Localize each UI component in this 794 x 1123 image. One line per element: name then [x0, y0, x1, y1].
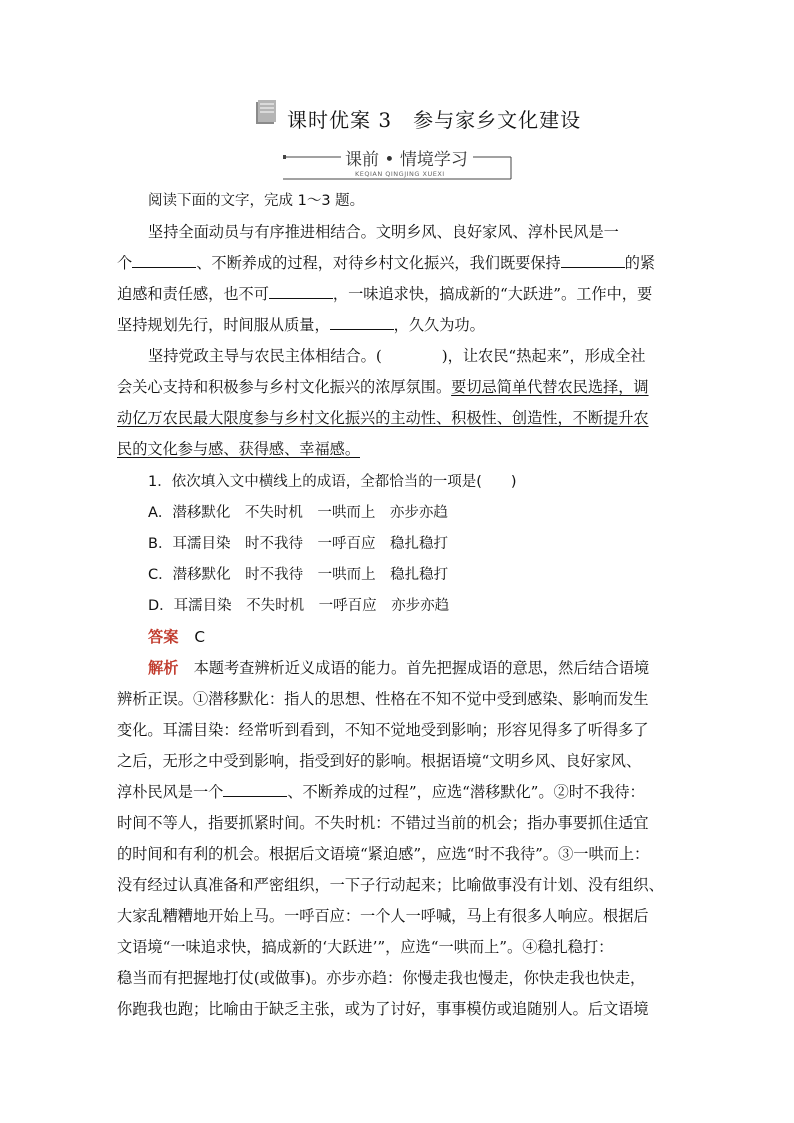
banner-subtitle: KEQIAN QINGJING XUEXI — [355, 170, 445, 178]
analysis-line: 的时间和有利的机会。根据后文语境“紧迫感”，应选“时不我待”。③一哄而上： — [117, 845, 650, 863]
analysis-line: 你跑我也跑；比喻由于缺乏主张，或为了讨好，事事模仿或追随别人。后文语境 — [117, 1000, 649, 1018]
answer-value: C — [194, 628, 205, 646]
text-segment: )，让农民“热起来”，形成全社 — [441, 347, 646, 365]
passage-line: 坚持全面动员与有序推进相结合。文明乡风、良好家风、淳朴民风是一 — [148, 223, 619, 241]
fill-blank — [132, 253, 196, 268]
text-segment: ，久久为功。 — [393, 316, 485, 334]
analysis-line: 之后，无形之中受到影响，指受到好的影响。根据语境“文明乡风、良好家风、 — [117, 752, 642, 770]
text-segment: 迫感和责任感，也不可 — [117, 285, 269, 303]
analysis-line: 辨析正误。①潜移默化：指人的思想、性格在不知不觉中受到感染、影响而发生 — [117, 690, 649, 708]
passage-line — [117, 284, 677, 306]
text-segment: 坚持规划先行，时间服从质量， — [117, 316, 330, 334]
title-row — [0, 98, 794, 138]
text-segment: 、不断养成的过程，对待乡村文化振兴，我们既要保持 — [196, 254, 561, 272]
fill-blank — [269, 284, 333, 299]
underlined-sentence: 民的文化参与感、获得感、幸福感。 — [117, 440, 360, 458]
answer-row — [148, 627, 708, 649]
analysis-line: 时间不等人，指要抓紧时间。不失时机：不错过当前的机会；指办事要抓住适宜 — [117, 814, 649, 832]
passage-line — [117, 377, 677, 399]
analysis-line — [117, 782, 677, 804]
underlined-sentence: 动亿万农民最大限度参与乡村文化振兴的主动性、积极性、创造性，不断提升农 — [117, 409, 649, 427]
text-segment: 坚持党政主导与农民主体相结合。( — [148, 347, 382, 365]
text-segment: 个 — [117, 254, 133, 272]
text-segment: 的紧 — [624, 254, 656, 272]
text-segment: ，一味追求快，搞成新的“大跃进”。工作中，要 — [332, 285, 653, 303]
text-segment: 、不断养成的过程”，应选“潜移默化”。②时不我待： — [287, 783, 645, 801]
text-segment: 淳朴民风是一个 — [117, 783, 224, 801]
banner-title: 课前 • 情境学习 — [345, 150, 468, 170]
option-d: D．耳濡目染 不失时机 一呼百应 亦步亦趋 — [148, 598, 450, 614]
page-title: 课时优案 3 参与家乡文化建设 — [287, 108, 582, 132]
answer-label: 答案 — [148, 628, 179, 646]
analysis-label: 解析 — [148, 659, 179, 677]
section-banner — [283, 145, 513, 181]
option-b: B．耳濡目染 时不我待 一呼百应 稳扎稳打 — [148, 536, 448, 552]
fill-blank — [330, 315, 394, 330]
text-segment: 会关心支持和积极参与乡村文化振兴的浓厚氛围。 — [117, 378, 452, 396]
analysis-line — [148, 658, 708, 680]
analysis-line: 稳当而有把握地打仗(或做事)。亦步亦趋：你慢走我也慢走，你快走我也快走， — [117, 969, 646, 987]
analysis-line: 没有经过认真准备和严密组织，一下子行动起来；比喻做事没有计划、没有组织、 — [117, 876, 664, 894]
book-icon — [254, 98, 278, 126]
question-stem: 1．依次填入文中横线上的成语，全都恰当的一项是( ) — [148, 474, 517, 490]
fill-blank — [223, 782, 287, 797]
analysis-line: 大家乱糟糟地开始上马。一呼百应：一个人一呼喊，马上有很多人响应。根据后 — [117, 907, 649, 925]
fill-blank — [561, 253, 625, 268]
underlined-sentence: 要切忌简单代替农民选择，调 — [451, 378, 649, 396]
passage-line — [117, 253, 677, 275]
passage-intro: 阅读下面的文字，完成 1～3 题。 — [148, 193, 365, 209]
passage-line — [148, 346, 708, 368]
text-segment: 本题考查辨析近义成语的能力。首先把握成语的意思，然后结合语境 — [178, 659, 650, 677]
analysis-line: 文语境“一味追求快，搞成新的‘大跃进’”，应选“一哄而上”。④稳扎稳打： — [117, 938, 614, 956]
passage-line — [117, 315, 677, 337]
analysis-line: 变化。耳濡目染：经常听到看到，不知不觉地受到影响；形容见得多了听得多了 — [117, 721, 649, 739]
option-a: A．潜移默化 不失时机 一哄而上 亦步亦趋 — [148, 505, 448, 521]
option-c: C．潜移默化 时不我待 一哄而上 稳扎稳打 — [148, 567, 449, 583]
